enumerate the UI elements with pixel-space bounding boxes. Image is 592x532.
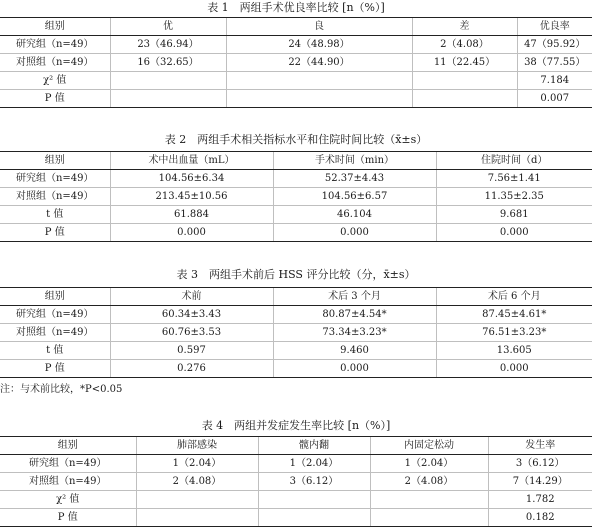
row-label: 研究组（n=49） [0,170,110,188]
row-label: χ² 值 [0,72,110,90]
table-cell: 16（32.65） [110,54,226,72]
table-cell [226,72,412,90]
table-cell: 104.56±6.34 [110,170,273,188]
table-cell: 11.35±2.35 [436,188,592,206]
table-cell: 73.34±3.23* [273,324,436,342]
table-cell [370,509,488,527]
table-row [0,224,592,242]
table4-header-coxa-vara: 髋内翻 [258,437,370,455]
row-label: 研究组（n=49） [0,36,110,54]
row-label: 对照组（n=49） [0,54,110,72]
table-cell [258,509,370,527]
table4-header-incidence: 发生率 [488,437,592,455]
table3-header-6-months: 术后 6 个月 [436,288,592,306]
table-cell: 24（48.98） [226,36,412,54]
table-cell: 0.597 [110,342,273,360]
table-cell: 22（44.90） [226,54,412,72]
row-label: P 值 [0,360,110,378]
row-label: P 值 [0,90,110,108]
table-cell: 2（4.08） [370,473,488,491]
table-cell: 80.87±4.54* [273,306,436,324]
table-row [0,170,592,188]
table1-header-rate: 优良率 [517,18,592,36]
table-cell [412,90,517,108]
table2-header-hospital-stay: 住院时间（d） [436,152,592,170]
row-label: t 值 [0,342,110,360]
table2-header-blood-loss: 术中出血量（mL） [110,152,273,170]
table3-header-3-months: 术后 3 个月 [273,288,436,306]
table-cell: 1（2.04） [258,455,370,473]
table1-header-good: 良 [226,18,412,36]
table-cell: 3（6.12） [488,455,592,473]
table3-header-preop: 术前 [110,288,273,306]
table1-header-row [0,18,592,36]
row-label: χ² 值 [0,491,136,509]
table-cell: 38（77.55） [517,54,592,72]
table1 [0,17,592,108]
table-cell: 0.000 [110,224,273,242]
table4-header-fixation-loosening: 内固定松动 [370,437,488,455]
table-row [0,188,592,206]
table-cell [412,72,517,90]
table4-header-row [0,437,592,455]
table4-header-group: 组别 [0,437,136,455]
table-row [0,509,592,527]
table-cell [110,90,226,108]
table-cell [370,491,488,509]
table-row [0,473,592,491]
table-cell: 47（95.92） [517,36,592,54]
table-row [0,455,592,473]
table-cell: 9.460 [273,342,436,360]
table4-caption: 表 4 两组并发症发生率比较 [n（%）] [201,419,391,432]
table3-header-group: 组别 [0,288,110,306]
table-cell: 1（2.04） [370,455,488,473]
table-cell: 60.34±3.43 [110,306,273,324]
table2-header-operation-time: 手术时间（min） [273,152,436,170]
table-cell: 0.000 [273,360,436,378]
table-row [0,36,592,54]
table-cell: 104.56±6.57 [273,188,436,206]
table3-header-row [0,288,592,306]
table4-header-lung-infection: 肺部感染 [136,437,258,455]
table-cell: 13.605 [436,342,592,360]
table-row [0,342,592,360]
row-label: 研究组（n=49） [0,455,136,473]
table-cell: 23（46.94） [110,36,226,54]
table-cell: 52.37±4.43 [273,170,436,188]
table-cell: 61.884 [110,206,273,224]
row-label: P 值 [0,224,110,242]
table-cell: 2（4.08） [136,473,258,491]
table3-caption: 表 3 两组手术前后 HSS 评分比较（分，x̄±s） [176,268,416,281]
table-cell: 60.76±3.53 [110,324,273,342]
table1-header-excellent: 优 [110,18,226,36]
table-cell: 7（14.29） [488,473,592,491]
table-row [0,54,592,72]
table-row [0,491,592,509]
table-cell: 0.000 [436,224,592,242]
table-cell: 76.51±3.23* [436,324,592,342]
table3 [0,287,592,378]
row-label: 对照组（n=49） [0,473,136,491]
table-cell: 0.276 [110,360,273,378]
table-cell: 7.184 [517,72,592,90]
table-cell: 1（2.04） [136,455,258,473]
table-cell: 0.000 [436,360,592,378]
table-row [0,360,592,378]
table2-caption: 表 2 两组手术相关指标水平和住院时间比较（x̄±s） [164,133,428,146]
table-cell [226,90,412,108]
table-row [0,72,592,90]
table4 [0,436,592,527]
table-cell: 7.56±1.41 [436,170,592,188]
row-label: 对照组（n=49） [0,324,110,342]
table-cell: 0.182 [488,509,592,527]
table1-caption: 表 1 两组手术优良率比较 [n（%）] [207,1,385,14]
row-label: 对照组（n=49） [0,188,110,206]
table-cell: 213.45±10.56 [110,188,273,206]
table-row [0,206,592,224]
table2-header-group: 组别 [0,152,110,170]
table-cell: 2（4.08） [412,36,517,54]
table1-header-poor: 差 [412,18,517,36]
table-cell [136,509,258,527]
table-row [0,324,592,342]
table-cell: 3（6.12） [258,473,370,491]
table-cell: 1.782 [488,491,592,509]
table-cell: 87.45±4.61* [436,306,592,324]
table-cell: 0.007 [517,90,592,108]
table3-footnote: 注：与术前比较，*P<0.05 [0,384,123,395]
table-cell: 9.681 [436,206,592,224]
table-cell [258,491,370,509]
table-cell: 11（22.45） [412,54,517,72]
table-cell: 0.000 [273,224,436,242]
row-label: P 值 [0,509,136,527]
table2-header-row [0,152,592,170]
table-cell [136,491,258,509]
row-label: t 值 [0,206,110,224]
row-label: 研究组（n=49） [0,306,110,324]
table-row [0,90,592,108]
table-cell: 46.104 [273,206,436,224]
table1-header-group: 组别 [0,18,110,36]
table-cell [110,72,226,90]
table-row [0,306,592,324]
table2 [0,151,592,242]
